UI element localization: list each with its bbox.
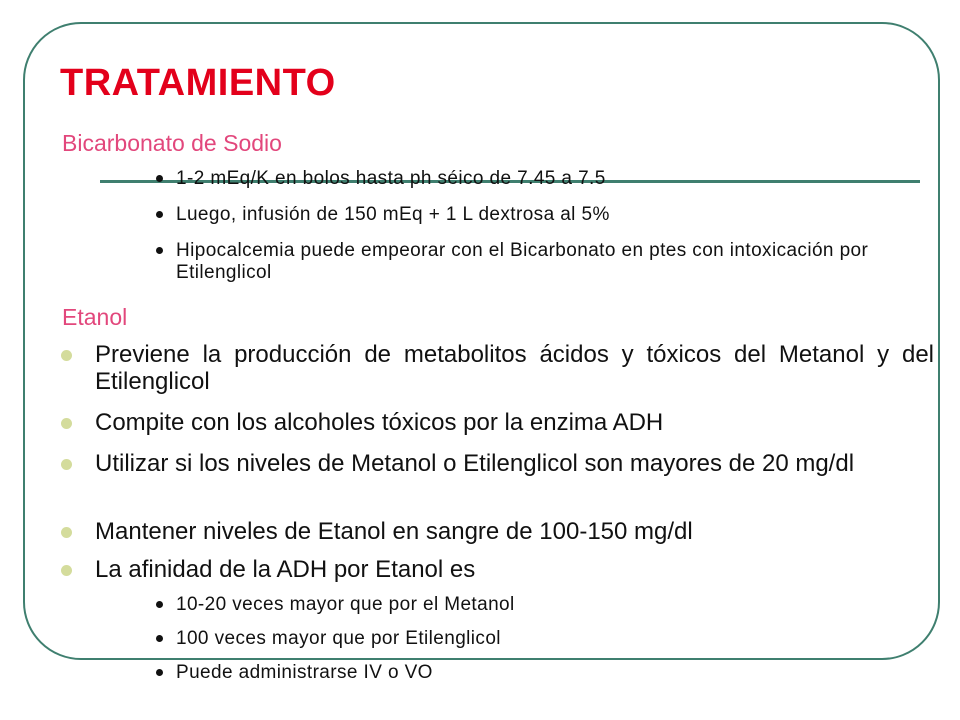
sub-bullet-item	[156, 594, 936, 616]
sub-bullet-item	[156, 628, 936, 650]
main-bullet-item	[58, 341, 934, 395]
sub-bullet-item	[156, 168, 936, 190]
sub-bullet-text: Puede administrarse IV o VO	[176, 662, 433, 683]
sub-bullet-text: Hipocalcemia puede empeorar con el Bicarbonato en ptes con intoxicación por Etilenglicol	[176, 240, 869, 283]
sub-bullet-item	[156, 204, 936, 226]
bullet-dot-icon	[156, 601, 163, 608]
slide-title: TRATAMIENTO	[60, 62, 336, 104]
sub-bullet-text: 100 veces mayor que por Etilenglicol	[176, 628, 501, 649]
sub-bullet-text: 10-20 veces mayor que por el Metanol	[176, 594, 515, 615]
bullet-circle-icon	[61, 565, 72, 576]
section-heading-etanol: Etanol	[62, 304, 128, 330]
main-bullet-text: Previene la producción de metabolitos ácidos y tóxicos del Metanol y del Etilenglicol	[95, 341, 934, 395]
bullet-dot-icon	[156, 669, 163, 676]
main-bullet-item	[58, 518, 934, 545]
bullet-circle-icon	[61, 459, 72, 470]
bullet-dot-icon	[156, 247, 163, 254]
bullet-dot-icon	[156, 175, 163, 182]
sub-bullet-item	[156, 662, 936, 684]
bullet-dot-icon	[156, 635, 163, 642]
bullet-circle-icon	[61, 350, 72, 361]
sub-bullet-text: 1-2 mEq/K en bolos hasta ph séico de 7.45 a 7.5	[176, 168, 606, 189]
main-bullet-text: Utilizar si los niveles de Metanol o Etilenglicol son mayores de 20 mg/dl	[95, 450, 855, 477]
bullet-circle-icon	[61, 527, 72, 538]
bullet-circle-icon	[61, 418, 72, 429]
sub-bullet-item	[156, 240, 936, 284]
main-bullet-item	[58, 556, 934, 583]
main-bullet-text: Mantener niveles de Etanol en sangre de 100-150 mg/dl	[95, 518, 693, 545]
sub-bullet-text: Luego, infusión de 150 mEq + 1 L dextrosa al 5%	[176, 204, 610, 225]
main-bullet-item	[58, 409, 934, 436]
main-bullet-text: Compite con los alcoholes tóxicos por la enzima ADH	[95, 409, 664, 436]
section-heading-bicarbonato: Bicarbonato de Sodio	[62, 130, 282, 156]
bullet-dot-icon	[156, 211, 163, 218]
main-bullet-item	[58, 450, 934, 477]
main-bullet-text: La afinidad de la ADH por Etanol es	[95, 556, 476, 583]
